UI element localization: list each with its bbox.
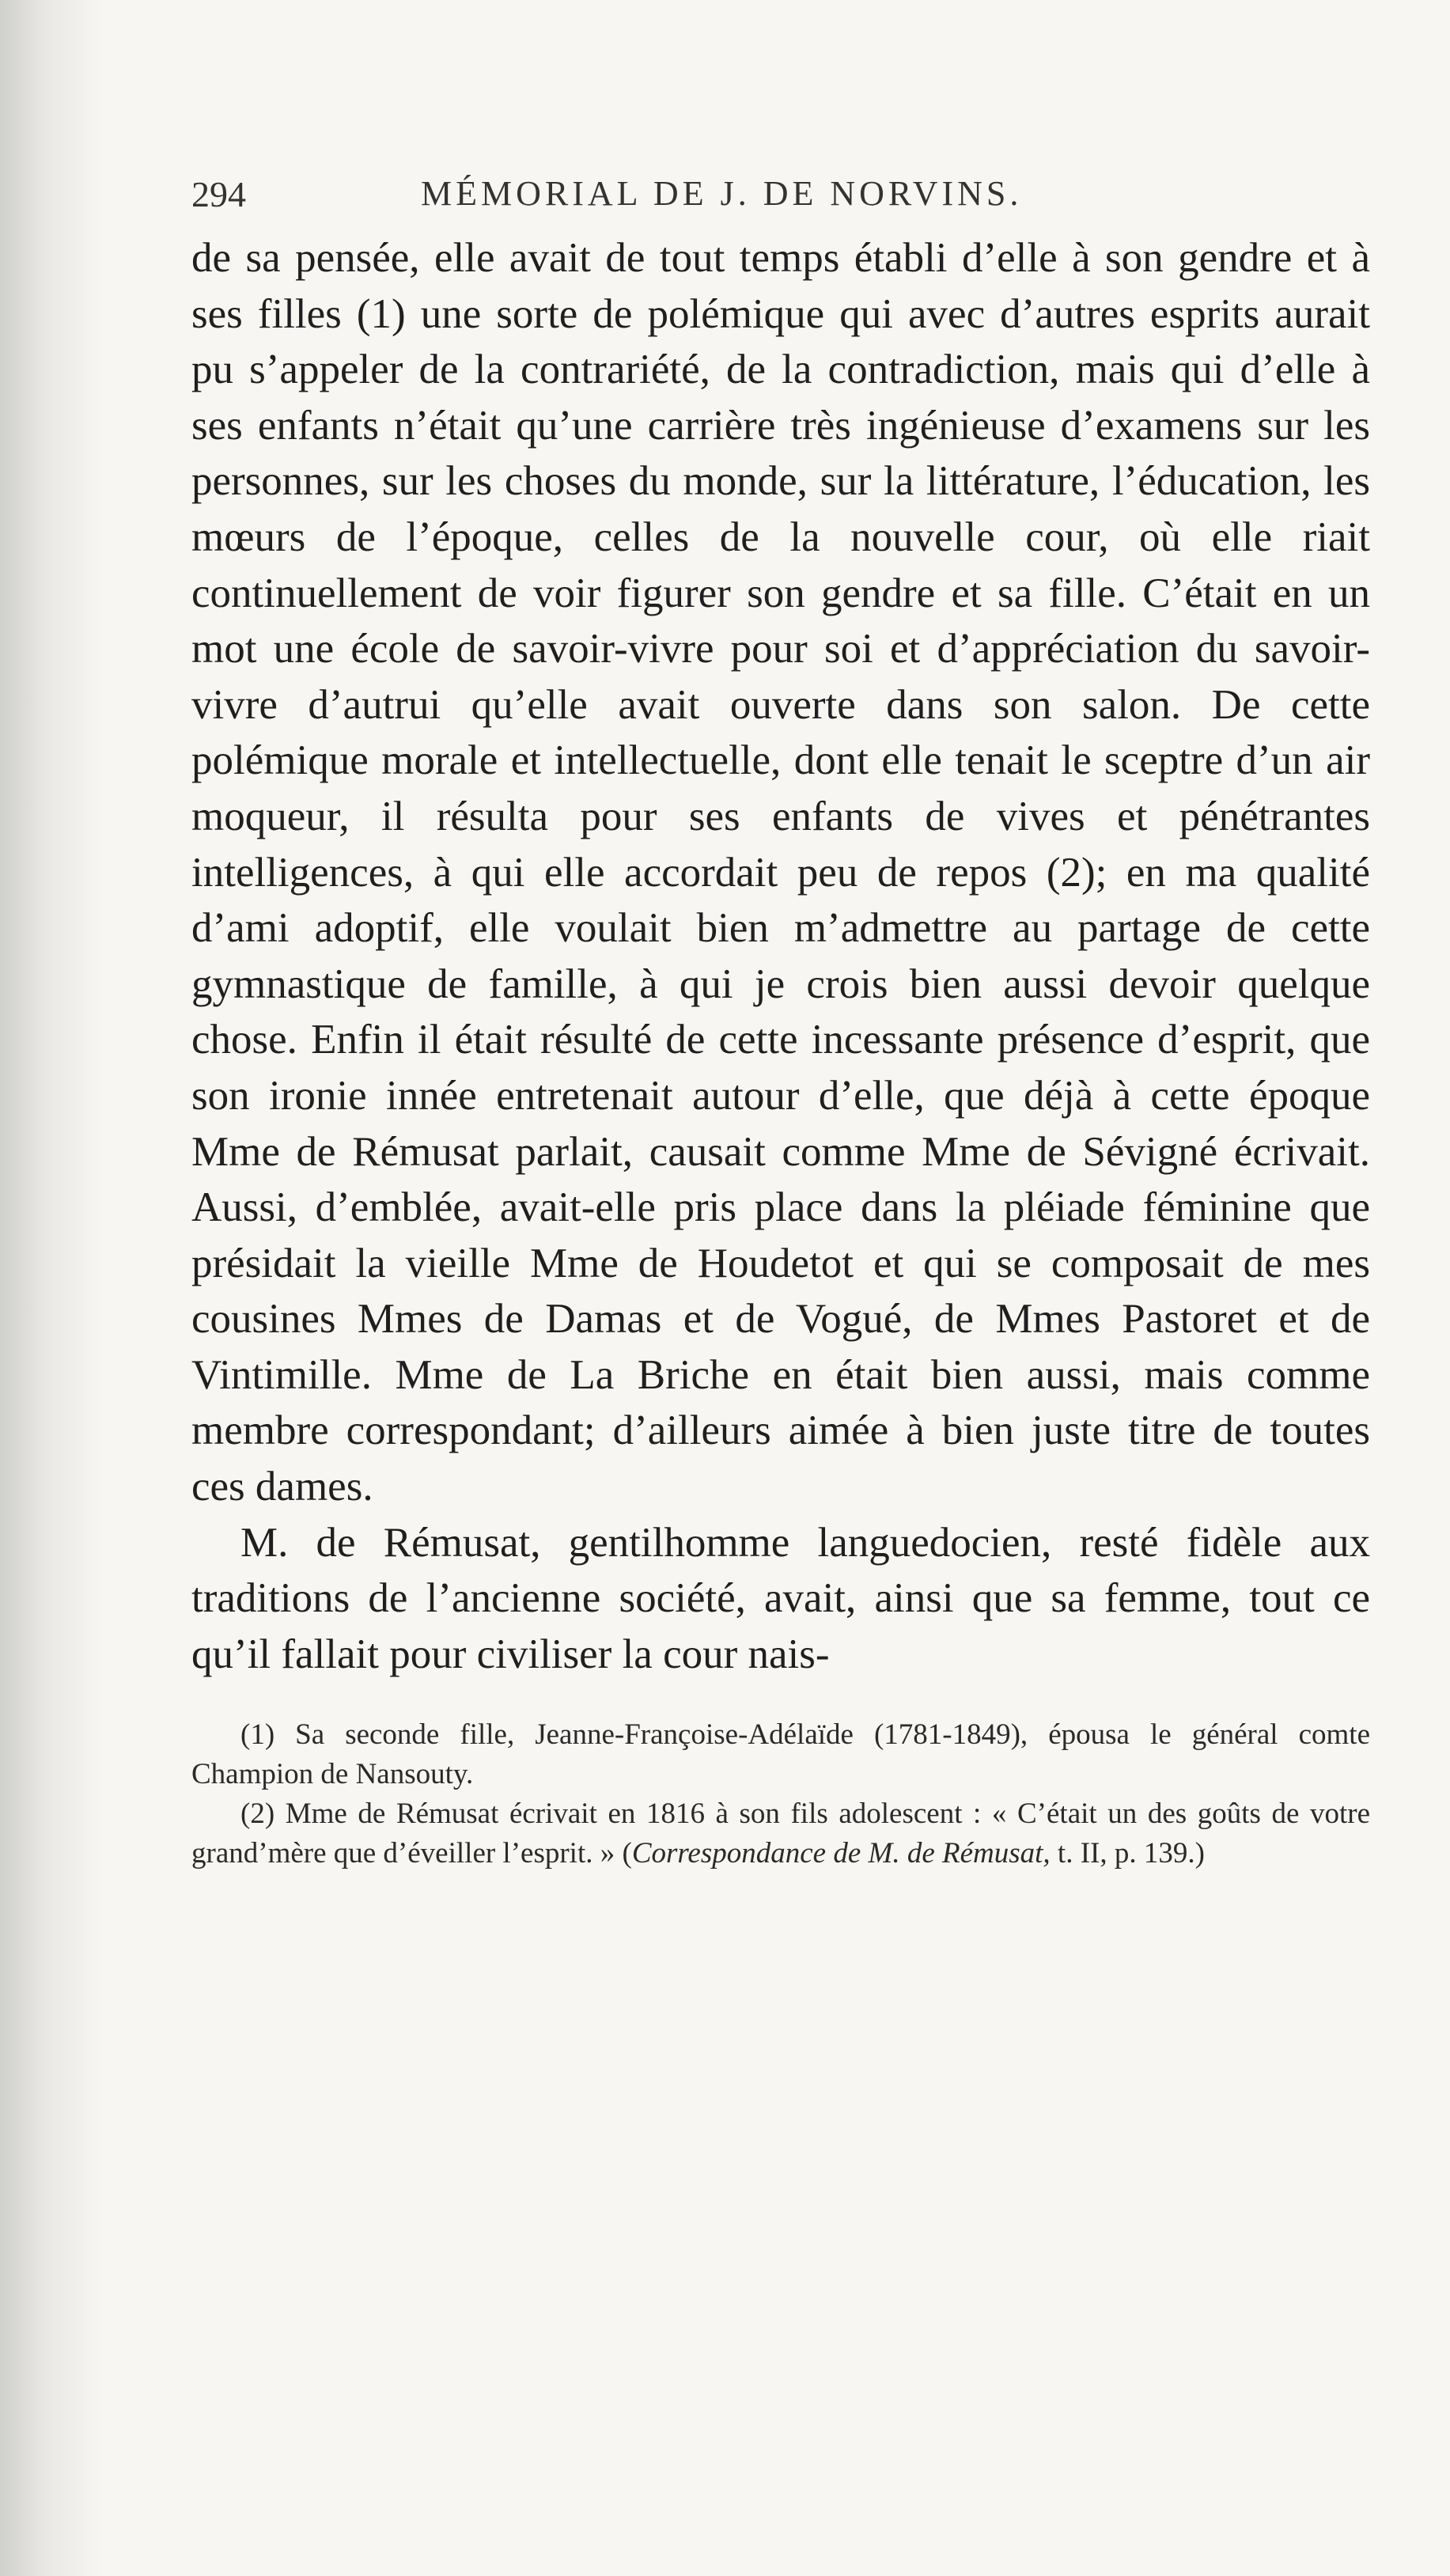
paragraph-1: de sa pensée, elle avait de tout temps établi d’elle à son gendre et à ses filles (1) une sorte de polémique qui avec d’autres esprits aurait pu s’appeler de la contrariété, de la contradiction, mais qui d’elle à ses enfants n’était qu’une carrière très ingénieuse d’examens sur les personnes, sur les choses du monde, sur la littérature, l’éducation, les mœurs de l’époque, celles de la nouvelle cour, où elle riait continuellement de voir figurer son gendre et sa fille. C’était en un mot une école de savoir-vivre pour soi et d’appréciation du savoir-vivre d’autrui qu’elle avait ouverte dans son salon. De cette polémique morale et intellectuelle, dont elle tenait le sceptre d’un air moqueur, il résulta pour ses enfants de vives et pénétrantes intelligences, à qui elle accordait peu de repos (2); en ma qualité d’ami adoptif, elle voulait bien m’admettre au partage de cette gymnastique de famille, à qui je crois bien aussi devoir quelque chose. Enfin il était résulté de cette incessante présence d’esprit, que son ironie innée entretenait autour d’elle, que déjà à cette époque Mme de Rémusat parlait, causait comme Mme de Sévigné écrivait. Aussi, d’emblée, avait-elle pris place dans la pléiade féminine que présidait la vieille Mme de Houdetot et qui se composait de mes cousines Mmes de Damas et de Vogué, de Mmes Pastoret et de Vintimille. Mme de La Briche en était bien aussi, mais comme membre correspondant; d’ailleurs aimée à bien juste titre de toutes ces dames. bbox=[191, 235, 1370, 1510]
running-title: MÉMORIAL DE J. DE NORVINS. bbox=[421, 174, 1023, 213]
footnote-1: (1) Sa seconde fille, Jeanne-Françoise-Adélaïde (1781-1849), épousa le général comte Champion de Nansouty. bbox=[191, 1718, 1370, 1791]
footnotes bbox=[191, 1715, 1370, 1873]
page-header bbox=[191, 170, 1370, 225]
footnote-2-end: t. II, p. 139.) bbox=[1050, 1837, 1205, 1870]
book-page bbox=[191, 170, 1370, 1873]
footnote-2-citation: Correspondance de M. de Rémusat, bbox=[631, 1837, 1051, 1870]
page-gutter-shadow bbox=[0, 0, 103, 2576]
body-text bbox=[191, 230, 1370, 1682]
footnote-2 bbox=[191, 1794, 1370, 1873]
page-number: 294 bbox=[191, 174, 246, 214]
footnote-2-text: (2) Mme de Rémusat écrivait en 1816 à son fils adolescent : « C’était un des goûts de votre grand’mère que d’éveiller l’esprit. » ( bbox=[191, 1798, 1370, 1870]
paragraph-2: M. de Rémusat, gentilhomme languedocien, resté fidèle aux traditions de l’ancienne société, avait, ainsi que sa femme, tout ce qu’il fallait pour civiliser la cour nais- bbox=[191, 1519, 1370, 1677]
